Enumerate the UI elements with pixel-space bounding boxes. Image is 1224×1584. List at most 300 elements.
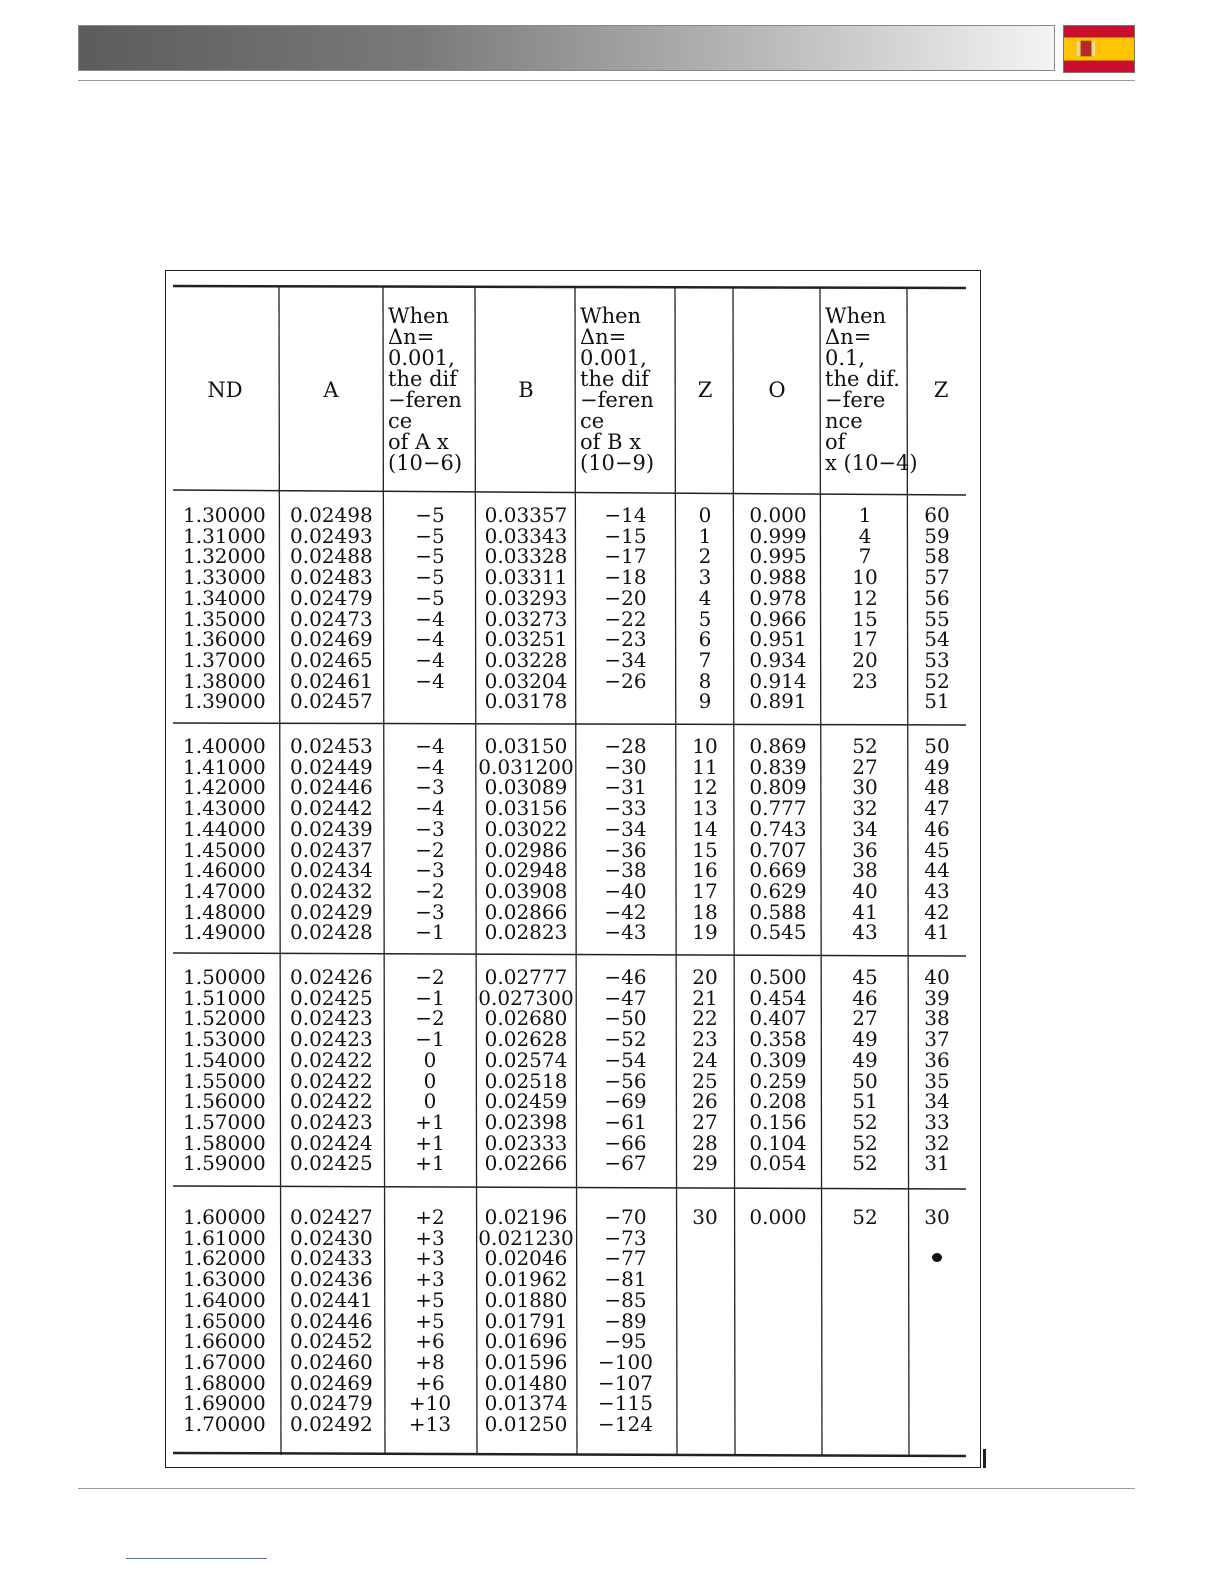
table-cell: 0.02449 — [290, 754, 373, 779]
table-cell: 1.50000 — [183, 965, 266, 989]
table-cell: 0.01480 — [484, 1370, 568, 1395]
table-cell: 58 — [924, 544, 950, 569]
table-cell: 0.707 — [749, 837, 807, 862]
table-cell: 23 — [852, 668, 878, 693]
table-cell: 43 — [852, 920, 878, 945]
table-cell: 1.47000 — [183, 878, 266, 903]
table-cell: 0.02492 — [290, 1412, 373, 1437]
table-cell: 0.02446 — [290, 775, 373, 800]
table-cell: 48 — [924, 775, 950, 800]
header-diff-b: When Δn= 0.001, the dif −feren ce of B x (10−9) — [580, 304, 655, 475]
table-cell: −14 — [604, 503, 647, 527]
table-cell: 0.02493 — [290, 523, 373, 548]
table-cell: 0.02423 — [290, 1027, 373, 1052]
table-cell: 0.02432 — [290, 878, 373, 903]
table-cell: 1.52000 — [183, 1006, 266, 1031]
table-cell: 0.629 — [749, 878, 807, 903]
table-cell: −4 — [415, 627, 445, 652]
table-cell: 0.021230 — [478, 1225, 574, 1250]
table-cell: 0.995 — [749, 544, 807, 569]
table-cell: 0.966 — [749, 606, 807, 631]
table-cell: −54 — [604, 1047, 647, 1072]
table-cell: 6 — [698, 627, 712, 652]
table-cell: +5 — [415, 1287, 445, 1312]
table-cell: 15 — [692, 837, 718, 862]
table-cell: −5 — [415, 503, 445, 527]
table-cell: −47 — [604, 985, 647, 1010]
table-cell: 0.03343 — [484, 523, 568, 548]
header-o: O — [768, 377, 786, 402]
table-cell: −1 — [415, 985, 445, 1010]
table-cell: 0.02196 — [484, 1205, 568, 1229]
table-cell: −115 — [598, 1391, 653, 1416]
table-cell: 34 — [852, 816, 878, 841]
table-cell: 41 — [852, 899, 878, 924]
table-cell: −28 — [604, 734, 647, 758]
col-nd-group-2 — [183, 736, 273, 943]
table-cell: 0.02398 — [484, 1109, 568, 1134]
table-cell: 0.054 — [749, 1151, 807, 1176]
table-cell: 1.68000 — [183, 1370, 266, 1395]
table-cell: −23 — [604, 627, 647, 652]
table-cell: −50 — [604, 1006, 647, 1031]
table-cell: 1.39000 — [183, 689, 266, 714]
table-cell: 0.809 — [749, 775, 807, 800]
col-diff-o-group-2 — [822, 736, 908, 943]
table-cell: −69 — [604, 1089, 647, 1114]
table-cell: 1.43000 — [183, 796, 266, 821]
table-cell: 46 — [852, 985, 878, 1010]
table-cell: 1.56000 — [183, 1089, 266, 1114]
header-z-complement: Z — [933, 377, 949, 402]
table-cell: 0.259 — [749, 1068, 807, 1093]
col-z2-group-4 — [909, 1207, 965, 1228]
table-cell: 0.03178 — [484, 689, 568, 714]
table-cell: +3 — [415, 1246, 445, 1271]
table-cell: 55 — [924, 606, 950, 631]
table-cell: 1.32000 — [183, 544, 266, 569]
table-cell: 0.02429 — [290, 899, 373, 924]
table-cell: 1.70000 — [183, 1412, 266, 1437]
table-cell: 1.51000 — [183, 985, 266, 1010]
table-cell: 1.65000 — [183, 1308, 266, 1333]
table-cell: 0.156 — [749, 1109, 807, 1134]
table-cell: −22 — [604, 606, 647, 631]
table-cell: 1.37000 — [183, 647, 266, 672]
col-diff-b-group-2 — [577, 736, 674, 943]
col-b-group-4 — [478, 1207, 574, 1435]
table-cell: 0.208 — [749, 1089, 807, 1114]
table-cell: 0.02428 — [290, 920, 373, 945]
table-cell: 0.027300 — [478, 985, 574, 1010]
table-cell: 52 — [852, 1109, 878, 1134]
table-cell: 0.02046 — [484, 1246, 568, 1271]
table-cell: 0.02777 — [484, 965, 568, 989]
table-cell: 25 — [692, 1068, 718, 1093]
table-cell: 0.02469 — [290, 1370, 373, 1395]
footer-divider — [78, 1488, 1135, 1489]
table-cell: +13 — [408, 1412, 452, 1437]
table-cell: 0.02469 — [290, 627, 373, 652]
table-cell: 27 — [852, 1006, 878, 1031]
table-cell: 1.58000 — [183, 1130, 266, 1155]
table-cell: 19 — [692, 920, 718, 945]
table-cell: 0.978 — [749, 585, 807, 610]
table-cell: 17 — [852, 627, 878, 652]
table-cell: −5 — [415, 585, 445, 610]
col-diff-b-group-3 — [577, 967, 674, 1174]
table-cell: 1 — [858, 503, 872, 527]
table-cell: 38 — [924, 1006, 950, 1031]
table-cell: −1 — [415, 920, 445, 945]
table-cell: 0.02628 — [484, 1027, 568, 1052]
table-cell: 0.02823 — [484, 920, 568, 945]
table-cell: 0.588 — [749, 899, 807, 924]
col-z2-group-3 — [909, 967, 965, 1174]
col-a-group-1 — [290, 505, 382, 712]
table-cell: 0.02948 — [484, 858, 568, 883]
table-cell: +10 — [408, 1391, 452, 1416]
table-cell: 0.02457 — [290, 689, 373, 714]
table-cell: +2 — [415, 1205, 445, 1229]
table-cell: 0.02680 — [484, 1006, 568, 1031]
table-cell: −70 — [604, 1205, 647, 1229]
table-cell: 49 — [852, 1047, 878, 1072]
table-cell: 1.42000 — [183, 775, 266, 800]
table-cell: −3 — [415, 816, 445, 841]
table-cell: 0.03273 — [484, 606, 568, 631]
table-cell: 0.743 — [749, 816, 807, 841]
table-cell: −4 — [415, 647, 445, 672]
table-cell: −61 — [604, 1109, 647, 1134]
header-diff-o: When Δn= 0.1, the dif. −fere nce of x (10−4) — [825, 304, 918, 475]
table-cell: 0.914 — [749, 668, 807, 693]
table-cell: 1.38000 — [183, 668, 266, 693]
table-cell: 52 — [924, 668, 950, 693]
table-cell: 31 — [924, 1151, 950, 1176]
col-diff-b-group-1 — [577, 505, 674, 691]
table-cell: −95 — [604, 1329, 647, 1354]
table-cell: −67 — [604, 1151, 647, 1176]
col-o-group-1 — [736, 505, 820, 712]
table-cell: −4 — [415, 606, 445, 631]
table-cell: 0.000 — [749, 503, 807, 527]
table-cell: 47 — [924, 796, 950, 821]
table-cell: 30 — [852, 775, 878, 800]
table-cell: 0.999 — [749, 523, 807, 548]
table-cell: 24 — [692, 1047, 718, 1072]
table-cell: 8 — [698, 668, 712, 693]
table-cell: 0.02479 — [290, 1391, 373, 1416]
table-cell: −5 — [415, 523, 445, 548]
table-cell: +1 — [415, 1151, 445, 1176]
table-cell: 0.02437 — [290, 837, 373, 862]
table-cell: 18 — [692, 899, 718, 924]
table-cell: 0.104 — [749, 1130, 807, 1155]
header-b: B — [518, 377, 534, 402]
table-cell: 0 — [698, 503, 712, 527]
col-nd-group-3 — [183, 967, 273, 1174]
table-cell: 0.545 — [749, 920, 807, 945]
table-cell: +8 — [415, 1349, 445, 1374]
table-cell: 0.000 — [749, 1205, 807, 1229]
table-cell: 1.48000 — [183, 899, 266, 924]
table-cell: −33 — [604, 796, 647, 821]
table-cell: 0.031200 — [478, 754, 574, 779]
table-cell: 0.407 — [749, 1006, 807, 1031]
table-cell: −1 — [415, 1027, 445, 1052]
table-cell: 0.669 — [749, 858, 807, 883]
table-cell: 0.02483 — [290, 565, 373, 590]
table-cell: 50 — [852, 1068, 878, 1093]
table-cell: −30 — [604, 754, 647, 779]
table-cell: −20 — [604, 585, 647, 610]
table-cell: −89 — [604, 1308, 647, 1333]
table-cell: 52 — [852, 1130, 878, 1155]
col-a-group-4 — [290, 1207, 382, 1435]
table-cell: 1.44000 — [183, 816, 266, 841]
table-cell: −77 — [604, 1246, 647, 1271]
table-cell: 1.30000 — [183, 503, 266, 527]
table-cell: 0.934 — [749, 647, 807, 672]
table-cell: +1 — [415, 1109, 445, 1134]
col-diff-o-group-1 — [822, 505, 908, 691]
col-b-group-3 — [478, 967, 574, 1174]
table-cell: 46 — [924, 816, 950, 841]
table-cell: 0.500 — [749, 965, 807, 989]
col-z2-group-2 — [909, 736, 965, 943]
table-cell: −5 — [415, 565, 445, 590]
table-cell: 1.35000 — [183, 606, 266, 631]
table-cell: 1.54000 — [183, 1047, 266, 1072]
table-cell: 0.02441 — [290, 1287, 373, 1312]
table-cell: 0.02422 — [290, 1068, 373, 1093]
table-cell: 0.358 — [749, 1027, 807, 1052]
table-cell: 7 — [698, 647, 712, 672]
table-cell: 0.02866 — [484, 899, 568, 924]
table-cell: 1.49000 — [183, 920, 266, 945]
table-cell: 4 — [698, 585, 712, 610]
table-cell: 0.02465 — [290, 647, 373, 672]
table-cell: 28 — [692, 1130, 718, 1155]
table-cell: 51 — [852, 1089, 878, 1114]
table-cell: 0.02461 — [290, 668, 373, 693]
table-cell: −3 — [415, 899, 445, 924]
header-diff-a: When Δn= 0.001, the dif −feren ce of A x (10−6) — [388, 304, 463, 475]
table-cell: 0.02439 — [290, 816, 373, 841]
table-cell: 34 — [924, 1089, 950, 1114]
table-cell: 0.02433 — [290, 1246, 373, 1271]
table-cell: 52 — [852, 1205, 878, 1229]
table-cell: 0.02986 — [484, 837, 568, 862]
table-cell: −18 — [604, 565, 647, 590]
table-cell: 37 — [924, 1027, 950, 1052]
table-cell: −3 — [415, 775, 445, 800]
table-cell: 0.869 — [749, 734, 807, 758]
table-cell: 0.02423 — [290, 1109, 373, 1134]
table-cell: 0.02446 — [290, 1308, 373, 1333]
table-cell: −66 — [604, 1130, 647, 1155]
table-cell: 4 — [858, 523, 872, 548]
table-cell: 0.02442 — [290, 796, 373, 821]
table-cell: 0.02453 — [290, 734, 373, 758]
table-cell: 1.55000 — [183, 1068, 266, 1093]
table-cell: 1.63000 — [183, 1267, 266, 1292]
table-cell: 12 — [852, 585, 878, 610]
table-cell: 0.03357 — [484, 503, 568, 527]
table-cell: 0.03022 — [484, 816, 568, 841]
footer-link-underline — [126, 1558, 267, 1559]
col-z-group-3 — [677, 967, 733, 1174]
table-cell: 1.57000 — [183, 1109, 266, 1134]
table-cell: 41 — [924, 920, 950, 945]
table-cell: 0.02459 — [484, 1089, 568, 1114]
table-cell: 0.02436 — [290, 1267, 373, 1292]
table-cell: +1 — [415, 1130, 445, 1155]
table-cell: 1.67000 — [183, 1349, 266, 1374]
table-cell: 15 — [852, 606, 878, 631]
table-cell: −31 — [604, 775, 647, 800]
table-cell: 0.01880 — [484, 1287, 568, 1312]
table-cell: 0.02425 — [290, 1151, 373, 1176]
table-cell: −2 — [415, 878, 445, 903]
table-cell: 21 — [692, 985, 718, 1010]
table-cell: 0.02498 — [290, 503, 373, 527]
table-cell: 1.36000 — [183, 627, 266, 652]
table-cell: 51 — [924, 689, 950, 714]
table-cell: 0.02422 — [290, 1047, 373, 1072]
col-o-group-3 — [736, 967, 820, 1174]
table-cell: 1.33000 — [183, 565, 266, 590]
table-cell: 1.59000 — [183, 1151, 266, 1176]
table-cell: 0.02333 — [484, 1130, 568, 1155]
table-cell: 0.02473 — [290, 606, 373, 631]
table-cell: 35 — [924, 1068, 950, 1093]
table-cell: 0.03089 — [484, 775, 568, 800]
table-cell: 1.64000 — [183, 1287, 266, 1312]
table-cell: 1.61000 — [183, 1225, 266, 1250]
table-cell: 57 — [924, 565, 950, 590]
table-cell: 27 — [852, 754, 878, 779]
table-cell: 1.41000 — [183, 754, 266, 779]
table-cell: 0.02518 — [484, 1068, 568, 1093]
table-cell: 0.03908 — [484, 878, 568, 903]
table-cell: 0.02479 — [290, 585, 373, 610]
table-cell: 1.46000 — [183, 858, 266, 883]
table-cell: 43 — [924, 878, 950, 903]
table-cell: 23 — [692, 1027, 718, 1052]
table-cell: 0.02427 — [290, 1205, 373, 1229]
table-cell: 33 — [924, 1109, 950, 1134]
table-cell: 54 — [924, 627, 950, 652]
col-b-group-1 — [478, 505, 574, 712]
table-cell: 0.03150 — [484, 734, 568, 758]
table-cell: −38 — [604, 858, 647, 883]
table-cell: 0.988 — [749, 565, 807, 590]
table-cell: −52 — [604, 1027, 647, 1052]
table-cell: 38 — [852, 858, 878, 883]
col-o-group-4 — [736, 1207, 820, 1228]
table-cell: −85 — [604, 1287, 647, 1312]
table-cell: 16 — [692, 858, 718, 883]
table-cell: 0 — [423, 1089, 437, 1114]
table-cell: 45 — [852, 965, 878, 989]
table-cell: 39 — [924, 985, 950, 1010]
table-cell: −46 — [604, 965, 647, 989]
table-cell: 50 — [924, 734, 950, 758]
table-cell: +3 — [415, 1225, 445, 1250]
table-cell: 44 — [924, 858, 950, 883]
table-cell: 0.03311 — [484, 565, 568, 590]
table-cell: 59 — [924, 523, 950, 548]
table-cell: 0.03204 — [484, 668, 568, 693]
table-cell: 0.891 — [749, 689, 807, 714]
table-cell: 0.01791 — [484, 1308, 568, 1333]
table-cell: 0.03156 — [484, 796, 568, 821]
table-cell: 60 — [924, 503, 950, 527]
table-cell: −3 — [415, 858, 445, 883]
table-cell: 29 — [692, 1151, 718, 1176]
table-cell: 45 — [924, 837, 950, 862]
table-cell: −107 — [598, 1370, 653, 1395]
table-cell: 0.03293 — [484, 585, 568, 610]
table-cell: 5 — [698, 606, 712, 631]
table-cell: 14 — [692, 816, 718, 841]
table-cell: 26 — [692, 1089, 718, 1114]
table-cell: 0.454 — [749, 985, 807, 1010]
table-cell: −124 — [598, 1412, 653, 1437]
table-cell: −36 — [604, 837, 647, 862]
col-o-group-2 — [736, 736, 820, 943]
col-b-group-2 — [478, 736, 574, 943]
table-cell: −4 — [415, 734, 445, 758]
table-cell: 0.01962 — [484, 1267, 568, 1292]
table-cell: 52 — [852, 734, 878, 758]
col-diff-a-group-2 — [386, 736, 474, 943]
table-cell: 0.03251 — [484, 627, 568, 652]
table-cell: −34 — [604, 816, 647, 841]
table-cell: 1.62000 — [183, 1246, 266, 1271]
table-cell: 0.951 — [749, 627, 807, 652]
table-cell: −73 — [604, 1225, 647, 1250]
table-cell: 12 — [692, 775, 718, 800]
table-cell: −81 — [604, 1267, 647, 1292]
table-cell: 0 — [423, 1047, 437, 1072]
table-cell: 52 — [852, 1151, 878, 1176]
table-cell: 0.309 — [749, 1047, 807, 1072]
col-diff-a-group-3 — [386, 967, 474, 1174]
table-cell: 2 — [698, 544, 712, 569]
table-cell: 0.02488 — [290, 544, 373, 569]
col-z-group-4 — [677, 1207, 733, 1228]
table-cell: 9 — [698, 689, 712, 714]
table-cell: −34 — [604, 647, 647, 672]
table-cell: 0.02460 — [290, 1349, 373, 1374]
table-cell: 0.02422 — [290, 1089, 373, 1114]
table-cell: −17 — [604, 544, 647, 569]
table-cell: −5 — [415, 544, 445, 569]
table-cell: 40 — [924, 965, 950, 989]
col-diff-b-group-4 — [577, 1207, 674, 1435]
table-cell: 1.53000 — [183, 1027, 266, 1052]
table-cell: 56 — [924, 585, 950, 610]
table-cell: 0.02574 — [484, 1047, 568, 1072]
table-cell: 0.02266 — [484, 1151, 568, 1176]
table-cell: −100 — [598, 1349, 653, 1374]
header-z: Z — [697, 377, 713, 402]
table-cell: 27 — [692, 1109, 718, 1134]
col-diff-o-group-4 — [822, 1207, 908, 1228]
